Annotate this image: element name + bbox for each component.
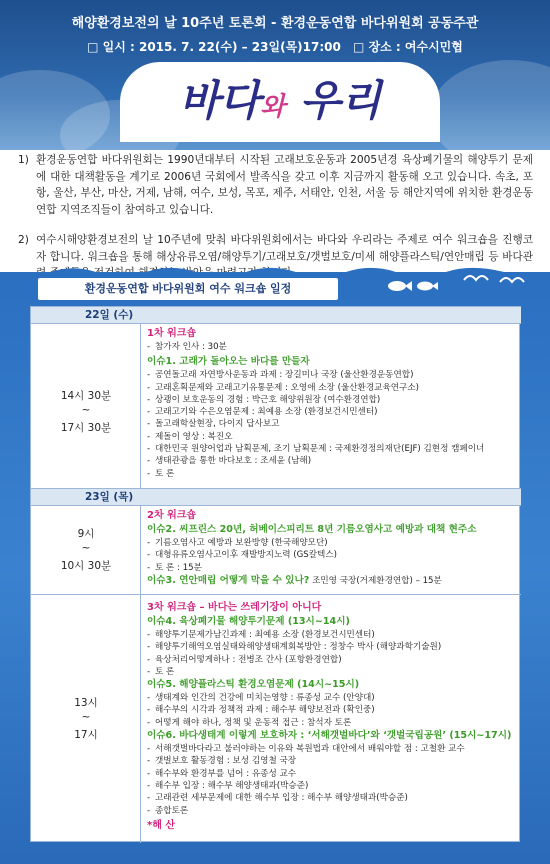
session1-content [147,327,517,480]
issue-title: 이슈4. 육상폐기물 해양투기문제 (13시~14시) [147,616,350,627]
list-item: - 종합토론 [147,805,517,817]
list-item: - 기름오염사고 예방과 보완방향 (한국해양모단) [147,537,517,549]
list-item: - 제돌이 영상 : 복진오 [147,431,517,443]
issue-title: 이슈1. 고래가 돌아오는 바다를 만들자 [147,356,310,368]
logo-part3: 우리 [299,76,382,125]
list-item: - 해양투기해역오염실태와해양생태계회복방안 : 정창수 박사 (해양과학기술원) [147,641,517,653]
day-header-2: 23일 (목) [31,488,521,506]
issue-speaker: 조민영 국장(거제환경연합) – 15분 [312,575,442,586]
list-item: - 해수부와 환경부를 넘어 : 유종성 교수 [147,768,517,780]
list-item: - 공연돌고래 자연방사운동과 과제 : 장길미나 국장 (울산환경운동연합) [147,369,517,381]
list-item: - 고래관련 세부문제에 대한 해수부 입장 : 해수부 해양생태과(박승준) [147,792,517,804]
list-item: - 해양투기문제가남긴과제 : 최예용 소장 (환경보건시민센터) [147,629,517,641]
time-start: 13시 [74,697,98,709]
session3-content [147,601,517,833]
paragraph-number: 2) [18,234,29,246]
session2-content [147,509,517,588]
list-item: - 돌고래학살현장, 다이지 답사보고 [147,418,517,430]
header-banner [0,0,550,150]
logo-panel [120,62,440,142]
list-item: - 고래혼획문제와 고래고기유통문제 : 오영애 소장 (울산환경교육연구소) [147,382,517,394]
event-place: □ 장소 : 여수시민협 [353,40,463,54]
list-item: - 상괭이 보호운동의 경험 : 박근호 해양위원장 (여수환경연합) [147,394,517,406]
session1-time [31,324,141,488]
time-tilde: ~ [81,404,91,416]
event-info [0,38,550,55]
time-start: 14시 30분 [60,390,112,402]
session-title: 2차 워크숍 [147,510,197,521]
schedule-table [30,306,520,842]
list-item: - 해수부의 시각과 정책적 과제 : 해수부 해양보전과 (확인중) [147,704,517,716]
time-tilde: ~ [81,711,91,723]
session-title: 3차 워크숍 – 바다는 쓰레기장이 아니다 [147,602,322,613]
logo-part2: 와 [260,92,286,122]
paragraph-text: 환경운동연합 바다위원회는 1990년대부터 시작된 고래보호운동과 2005년경 육상폐기물의 해양투기 문제에 대한 대책활동을 계기로 2006년 국회에서 발족식을 갖고 이후 지금까지 활동해 오고 있습니다. 속초, 포항, 울산, 부산, 마산, 거제, 남해, 여수, 보성, 목포, 제주, 서태안, 인천, 서울 등 해안지역에 위치한 환경운동연합 지역조직들이 참여하고 있습니다. [36,154,533,216]
list-item: - 대형유류오염사고이후 재발방지노력 (GS칼텍스) [147,549,517,561]
session-title: 1차 워크숍 [147,328,197,339]
intro-paragraph-1 [18,152,533,218]
session3-time [31,595,141,843]
day-header-1: 22일 (수) [31,306,521,324]
list-item: - 토 론 [147,468,517,480]
issue3-line [147,574,517,588]
paragraph-number: 1) [18,154,29,166]
fish-icon [385,276,445,296]
time-start: 9시 [77,528,95,540]
issue-title: 이슈3. 연안매립 어떻게 막을 수 있나? [147,574,310,586]
cloud-decoration [430,60,550,150]
list-item: - 대한민국 원양어업과 남획문제, 조기 남획문제 : 국제환경정의재단(EJF) 김현정 캠페이너 [147,443,517,455]
session2-time [31,506,141,594]
paragraph-text: 여수시해양환경보전의 날 10주년에 맞춰 바다위원회에서는 바다와 우리라는 주제로 여수 워크숍을 진행코자 합니다. 워크숍을 통해 해상유류오염/해양투기/고래보호/갯벌보호/미세 해양플라스틱/연안매립 등 바다관 [36,234,533,263]
list-item: - 갯벌보호 활동경험 : 보성 김영철 국장 [147,755,517,767]
list-item: - 생태계와 인간의 건강에 미치는영향 : 류종성 교수 (안양대) [147,692,517,704]
issue-title: 이슈6. 바다생태계 이렇게 보호하자 : ‘서해갯벌바다’와 ‘갯벌국립공원’ (15시~17시) [147,730,512,742]
list-item: - 어떻게 해야 하나, 정책 및 운동적 접근 : 참석자 토론 [147,717,517,729]
list-item: - 참가자 인사 : 30분 [147,341,517,353]
list-item: - 고래고기와 수은오염문제 : 최예용 소장 (환경보건시민센터) [147,406,517,418]
logo-part1: 바다 [178,76,261,125]
title-logo [120,68,440,128]
event-date: □ 일시 : 2015. 7. 22(수) – 23일(목)17:00 [87,40,341,54]
time-end: 17시 [74,729,98,741]
time-end: 10시 30분 [60,560,112,572]
issue-title: 이슈2. 씨프린스 20년, 허베이스피리트 8년 기름오염사고 예방과 대책 현주소 [147,524,477,535]
schedule-title: 환경운동연합 바다위원회 여수 워크숍 일정 [38,278,338,300]
closing-label: *해 산 [147,819,176,831]
event-title: 해양환경보전의 날 10주년 토론회 - 환경운동연합 바다위원회 공동주관 [71,16,479,31]
list-item: - 생태관광을 통한 바다보호 : 조세윤 (남해) [147,455,517,467]
time-tilde: ~ [81,542,91,554]
list-item: - 서해갯벌바다라고 불러야하는 이유와 복원법과 대안에서 배워야할 점 : 고철환 교수 [147,743,517,755]
issue-title: 이슈5. 해양플라스틱 환경오염문제 (14시~15시) [147,679,360,691]
list-item: - 해수부 입장 : 해수부 해양생태과(박승준) [147,780,517,792]
list-item: - 육상처리어떻게하나 : 전병조 간사 (포항환경연합) [147,654,517,666]
list-item: - 토 론 : 15분 [147,562,517,574]
time-end: 17시 30분 [60,422,112,434]
seagull-icon [460,268,540,288]
list-item: - 토 론 [147,666,517,678]
